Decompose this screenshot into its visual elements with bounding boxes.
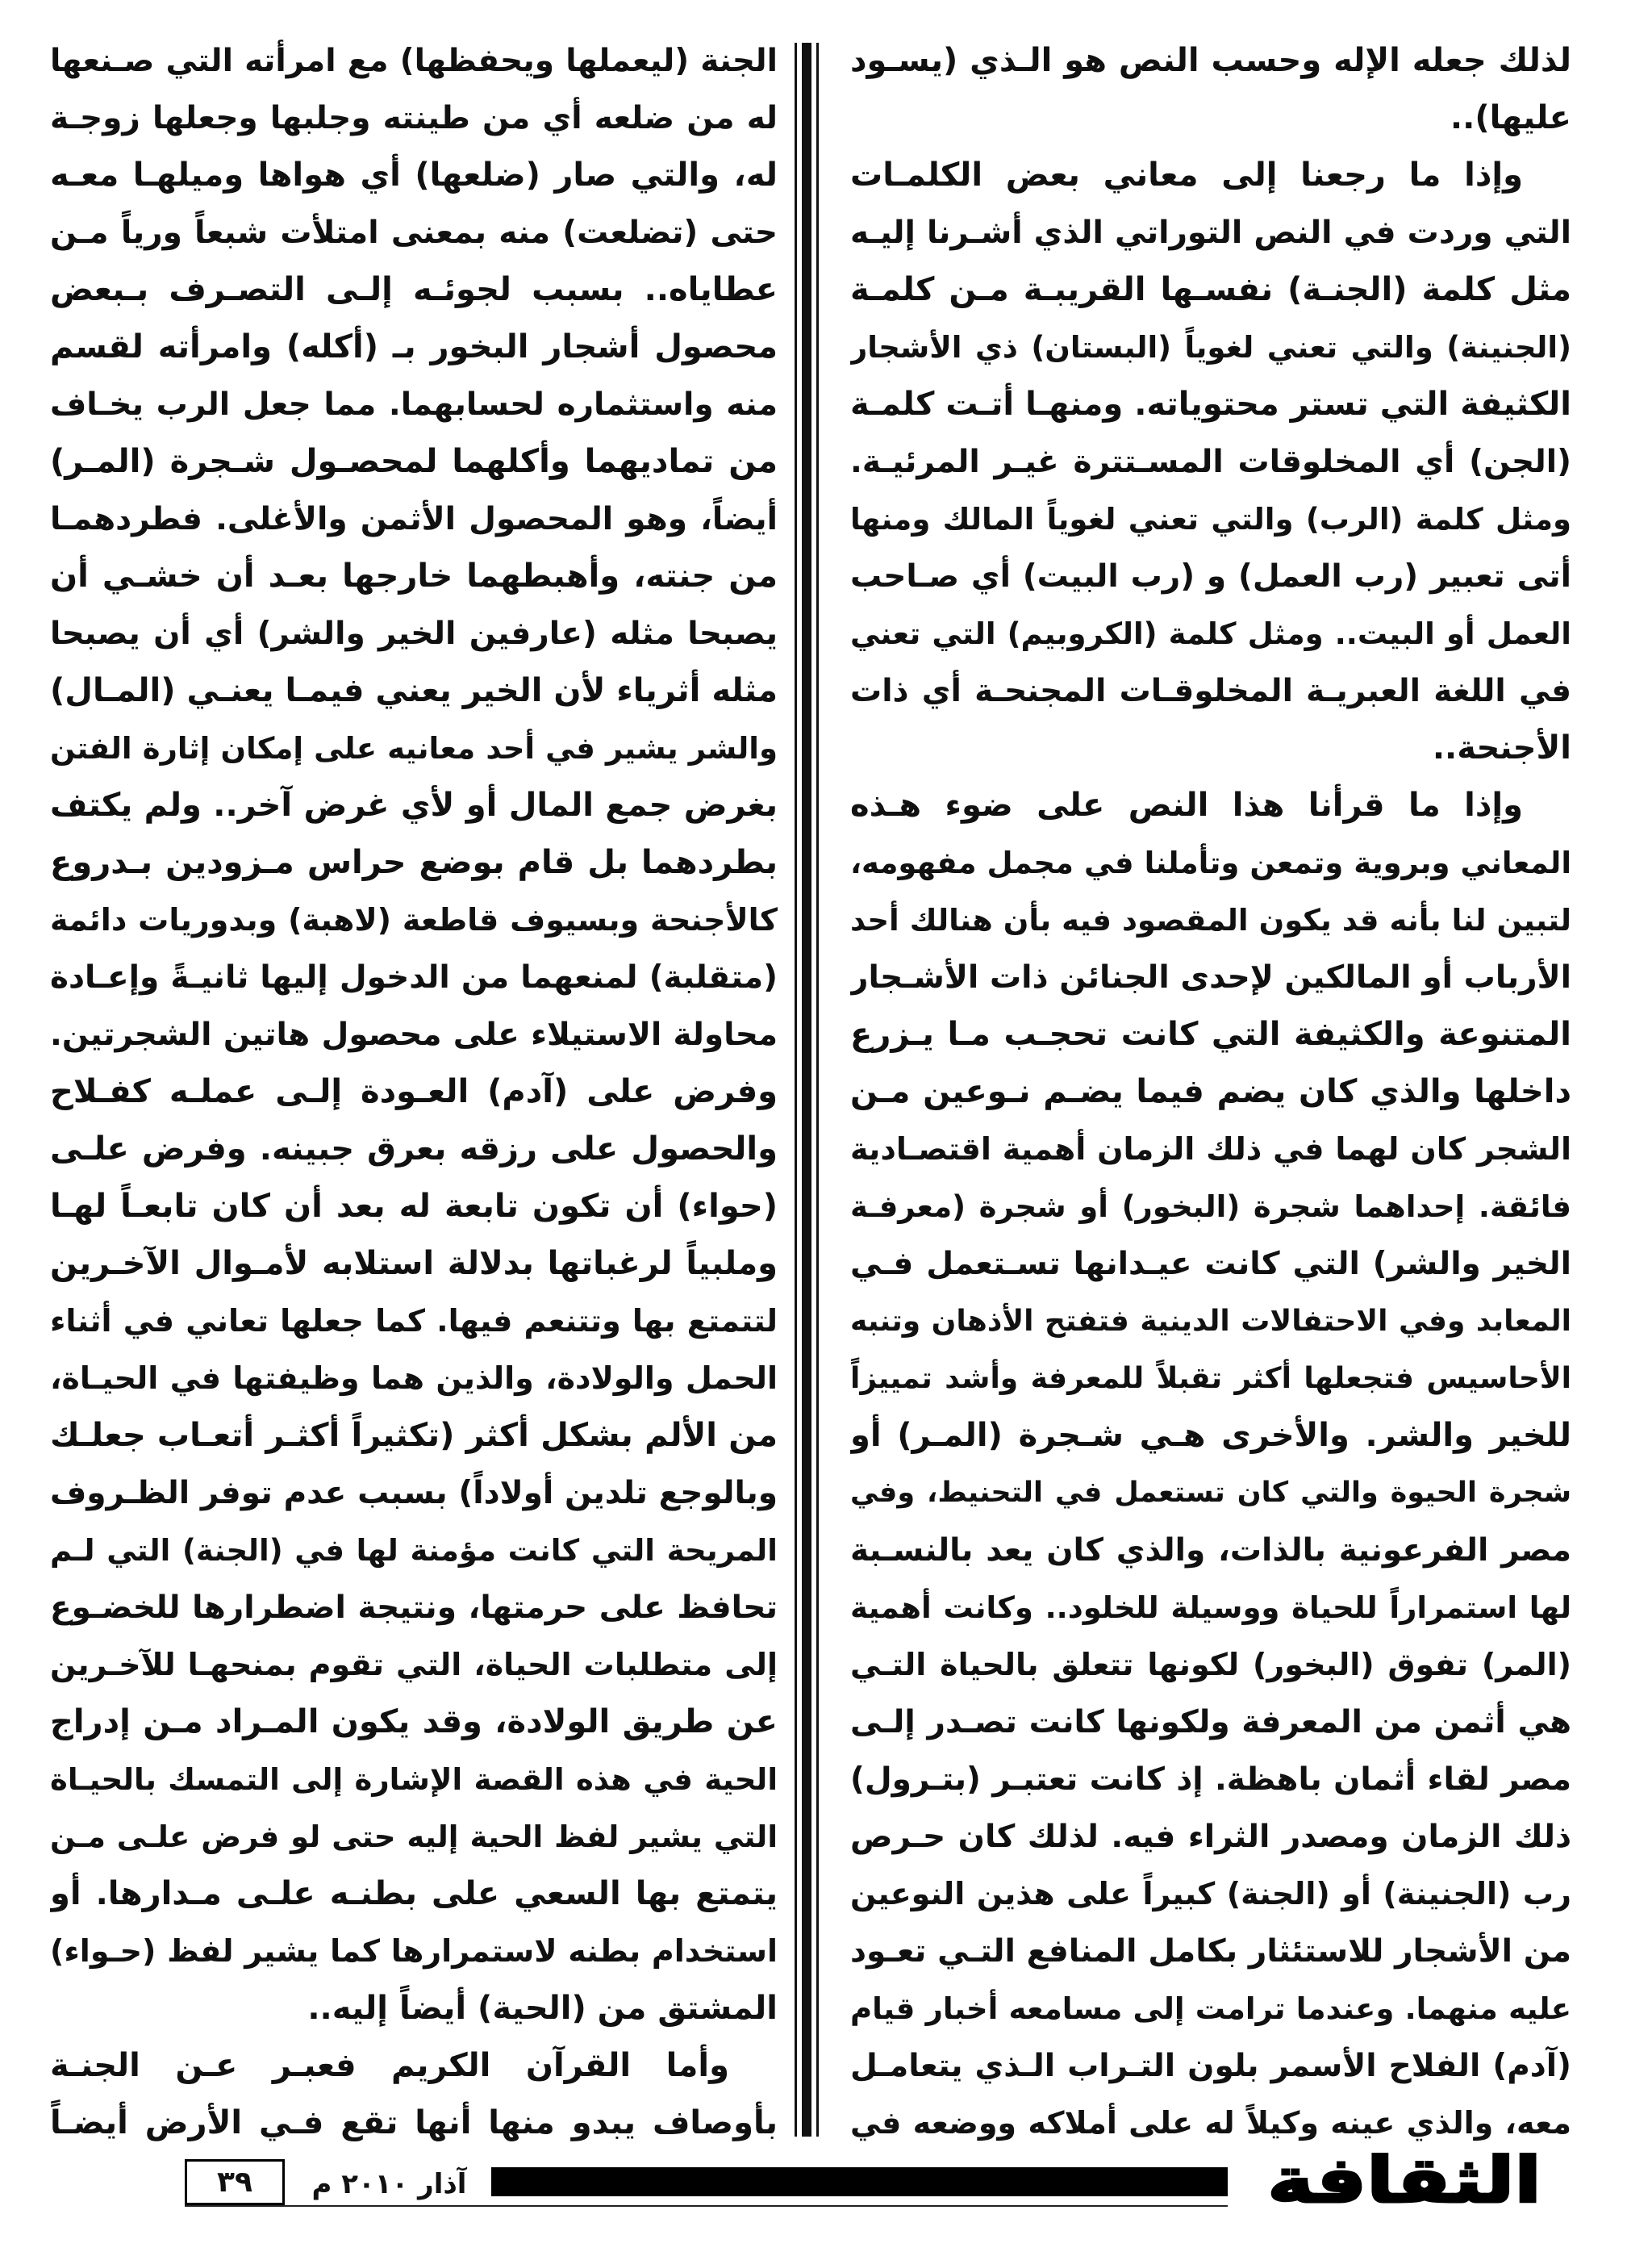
text-line: فائقة. إحداهما شجرة (البخور) أو شجرة (معرفـة <box>850 1189 1571 1224</box>
text-line: الخير والشر) التي كانت عيـدانها تسـتعمل فـي <box>850 1246 1571 1282</box>
text-line: وإذا ما قرأنا هذا النص على ضوء هـذه <box>850 787 1523 824</box>
text-line: وفرض على (آدم) العـودة إلـى عملـه كفـلاح <box>50 1073 778 1110</box>
text-line: مثل كلمة (الجنـة) نفسـها القريبـة مـن كلمـة <box>850 271 1571 308</box>
divider-thin-line <box>816 43 819 2137</box>
text-line: الشجر كان لهما في ذلك الزمان أهمية اقتصـادية <box>850 1131 1571 1167</box>
text-line: استخدام بطنه لاستمرارها كما يشير لفظ (حـواء) <box>50 1933 778 1969</box>
text-line: (آدم) الفلاح الأسمر بلون التـراب الـذي يتعامـل <box>850 2048 1571 2084</box>
article-column-left <box>50 32 778 2152</box>
text-line: من الألم بشكل أكثر (تكثيراً أكثـر أتعـاب جعلـك <box>50 1417 778 1454</box>
text-line: والحصول على رزقه بعرق جبينه. وفرض علـى <box>50 1130 778 1168</box>
divider-thick-line <box>802 43 811 2137</box>
text-line: عليها).. <box>1450 99 1571 136</box>
text-line: محصول أشجار البخور بـ (أكله) وامرأته لقسم <box>50 328 778 366</box>
text-line: للخير والشر. والأخرى هـي شـجرة (المـر) أو <box>850 1417 1571 1454</box>
footer-rule <box>185 2205 1228 2207</box>
text-line: هي أثمن من المعرفة ولكونها كانت تصـدر إلـى <box>850 1704 1571 1740</box>
text-line: وأما القرآن الكريم فعبـر عـن الجنـة <box>50 2047 729 2084</box>
text-line: من الأشجار للاستئثار بكامل المنافع التـي تعـود <box>850 1933 1571 1970</box>
text-line: عطاياه.. بسبب لجوئـه إلـى التصـرف بـبعض <box>50 271 778 308</box>
text-line: والشر يشير في أحد معانيه على إمكان إثارة الفتن <box>50 731 778 766</box>
text-line: الحية في هذه القصة الإشارة إلى التمسك بالحيـاة <box>50 1762 778 1797</box>
text-line: عن طريق الولادة، وقد يكون المـراد مـن إدراج <box>50 1703 778 1740</box>
magazine-logo: الثقافة <box>1267 2145 1541 2217</box>
text-line: من تماديهما وأكلهما لمحصـول شـجرة (المـر) <box>50 443 778 480</box>
text-line: حتى (تضلعت) منه بمعنى امتلأت شبعاً ورياً مـن <box>50 215 778 251</box>
text-line: (المر) تفوق (البخور) لكونها تتعلق بالحياة التـي <box>850 1647 1571 1682</box>
text-line: كالأجنحة وبسيوف قاطعة (لاهبة) وبدوريات دائمة <box>50 902 778 938</box>
text-line: الأجنحة.. <box>1432 729 1571 767</box>
text-line: أيضاً، وهو المحصول الأثمن والأغلى. فطردهمـا <box>50 501 778 537</box>
text-line: معه، والذي عينه وكيلاً له على أملاكه ووضعه في <box>850 2105 1571 2141</box>
text-line: العمل أو البيت.. ومثل كلمة (الكروبيم) التي تعني <box>850 616 1571 651</box>
text-line: بطردهما بل قام بوضع حراس مـزودين بـدروع <box>50 844 778 881</box>
text-line: منه واستثماره لحسابهما. مما جعل الرب يخـاف <box>50 386 778 423</box>
text-line: بأوصاف يبدو منها أنها تقع فـي الأرض أيضـاً <box>50 2104 778 2141</box>
text-line: (الجنينة) والتي تعني لغوياً (البستان) ذي الأشجار <box>850 330 1571 365</box>
text-line: مثله أثرياء لأن الخير يعني فيمـا يعنـي (المـال) <box>50 672 778 709</box>
text-line: بغرض جمع المال أو لأي غرض آخر.. ولم يكتف <box>50 787 778 824</box>
text-line: له من ضلعه أي من طينته وجلبها وجعلها زوجـة <box>50 100 778 136</box>
text-line: رب (الجنينة) أو (الجنة) كبيراً على هذين النوعين <box>850 1876 1571 1911</box>
text-line: المشتق من (الحية) أيضاً إليه.. <box>307 1990 778 2027</box>
text-line: مصر لقاء أثمان باهظة. إذ كانت تعتبـر (بتـرول) <box>850 1761 1571 1798</box>
text-line: شجرة الحيوة والتي كان تستعمل في التحنيط، وفي <box>850 1477 1571 1509</box>
text-line: في اللغة العبريـة المخلوقـات المجنحـة أي ذات <box>850 673 1571 709</box>
text-line: الحمل والولادة، والذين هما وظيفتها في الحيـاة، <box>50 1360 778 1396</box>
text-line: يتمتع بها السعي على بطنـه علـى مـدارها. أو <box>50 1875 778 1912</box>
text-line: تحافظ على حرمتها، ونتيجة اضطرارها للخضـوع <box>50 1590 778 1626</box>
page-number: ٣٩ <box>185 2159 285 2205</box>
text-line: لذلك جعله الإله وحسب النص هو الـذي (يسـود <box>850 42 1571 79</box>
text-line: الجنة (ليعملها ويحفظها) مع امرأته التي صـنعها <box>50 43 778 79</box>
column-divider <box>792 43 821 2137</box>
text-line: داخلها والذي كان يضم فيما يضـم نـوعين مـن <box>850 1073 1571 1110</box>
text-line: المعابد وفي الاحتفالات الدينية فتفتح الأذهان وتنبه <box>850 1305 1571 1338</box>
text-line: لها استمراراً للحياة ووسيلة للخلود.. وكانت أهمية <box>850 1590 1571 1625</box>
text-line: وملبياً لرغباتها بدلالة استلابه لأمـوال الآخـرين <box>50 1245 778 1282</box>
text-line: لتتمتع بها وتتنعم فيها. كما جعلها تعاني في أثناء <box>50 1303 778 1339</box>
text-line: الأحاسيس فتجعلها أكثر تقبلاً للمعرفة وأشد تمييزاً <box>850 1362 1571 1395</box>
text-line: الكثيفة التي تستر محتوياته. ومنهـا أتـت كلمـة <box>850 386 1571 423</box>
text-line: (الجن) أي المخلوقات المسـتترة غيـر المرئيـة. <box>850 444 1571 480</box>
text-line: له، والتي صار (ضلعها) أي هواها وميلهـا معـه <box>50 157 778 194</box>
text-line: عليه منهما. وعندما ترامت إلى مسامعه أخبار قيام <box>850 1991 1571 2026</box>
issue-date: آذار ٢٠١٠ م <box>311 2168 467 2200</box>
text-line: المتنوعة والكثيفة التي كانت تحجـب مـا يـزرع <box>850 1016 1571 1053</box>
text-line: وإذا ما رجعنا إلى معاني بعض الكلمـات <box>850 157 1523 194</box>
article-column-right <box>850 32 1571 2152</box>
text-line: محاولة الاستيلاء على محصول هاتين الشجرتين. <box>50 1017 778 1053</box>
text-line: يصبحا مثله (عارفين الخير والشر) أي أن يصبحا <box>50 616 778 652</box>
text-line: ذلك الزمان ومصدر الثراء فيه. لذلك كان حـرص <box>850 1819 1571 1855</box>
text-line: مصر الفرعونية بالذات، والذي كان يعد بالنسـبة <box>850 1532 1571 1569</box>
text-line: (متقلبة) لمنعهما من الدخول إليها ثانيـةً وإعـادة <box>50 959 778 996</box>
text-line: إلى متطلبات الحياة، التي تقوم بمنحهـا للآخـرين <box>50 1647 778 1682</box>
footer-bar <box>491 2167 1228 2196</box>
text-line: وبالوجع تلدين أولاداً) بسبب عدم توفر الظـروف <box>50 1475 778 1511</box>
text-line: المعاني وبروية وتمعن وتأملنا في مجمل مفهومه، <box>850 846 1571 880</box>
text-line: من جنته، وأهبطهما خارجها بعـد أن خشـي أن <box>50 558 778 595</box>
text-line: (حواء) أن تكون تابعة له بعد أن كان تابعـاً لهـا <box>50 1188 778 1225</box>
text-line: الأرباب أو المالكين لإحدى الجنائن ذات الأشـجار <box>850 959 1571 996</box>
text-line: ومثل كلمة (الرب) والتي تعني لغوياً المالك ومنها <box>850 502 1571 537</box>
text-line: أتى تعبير (رب العمل) و (رب البيت) أي صـاحب <box>850 558 1571 595</box>
divider-thin-line <box>795 43 797 2137</box>
text-line: التي وردت في النص التوراتي الذي أشـرنا إليـه <box>850 215 1571 251</box>
text-line: المريحة التي كانت مؤمنة لها في (الجنة) التي لـم <box>50 1533 778 1568</box>
text-line: التي يشير لفظ الحية إليه حتى لو فرض علـى مـن <box>50 1819 778 1854</box>
text-line: لتبين لنا بأنه قد يكون المقصود فيه بأن هنالك أحد <box>850 903 1571 938</box>
